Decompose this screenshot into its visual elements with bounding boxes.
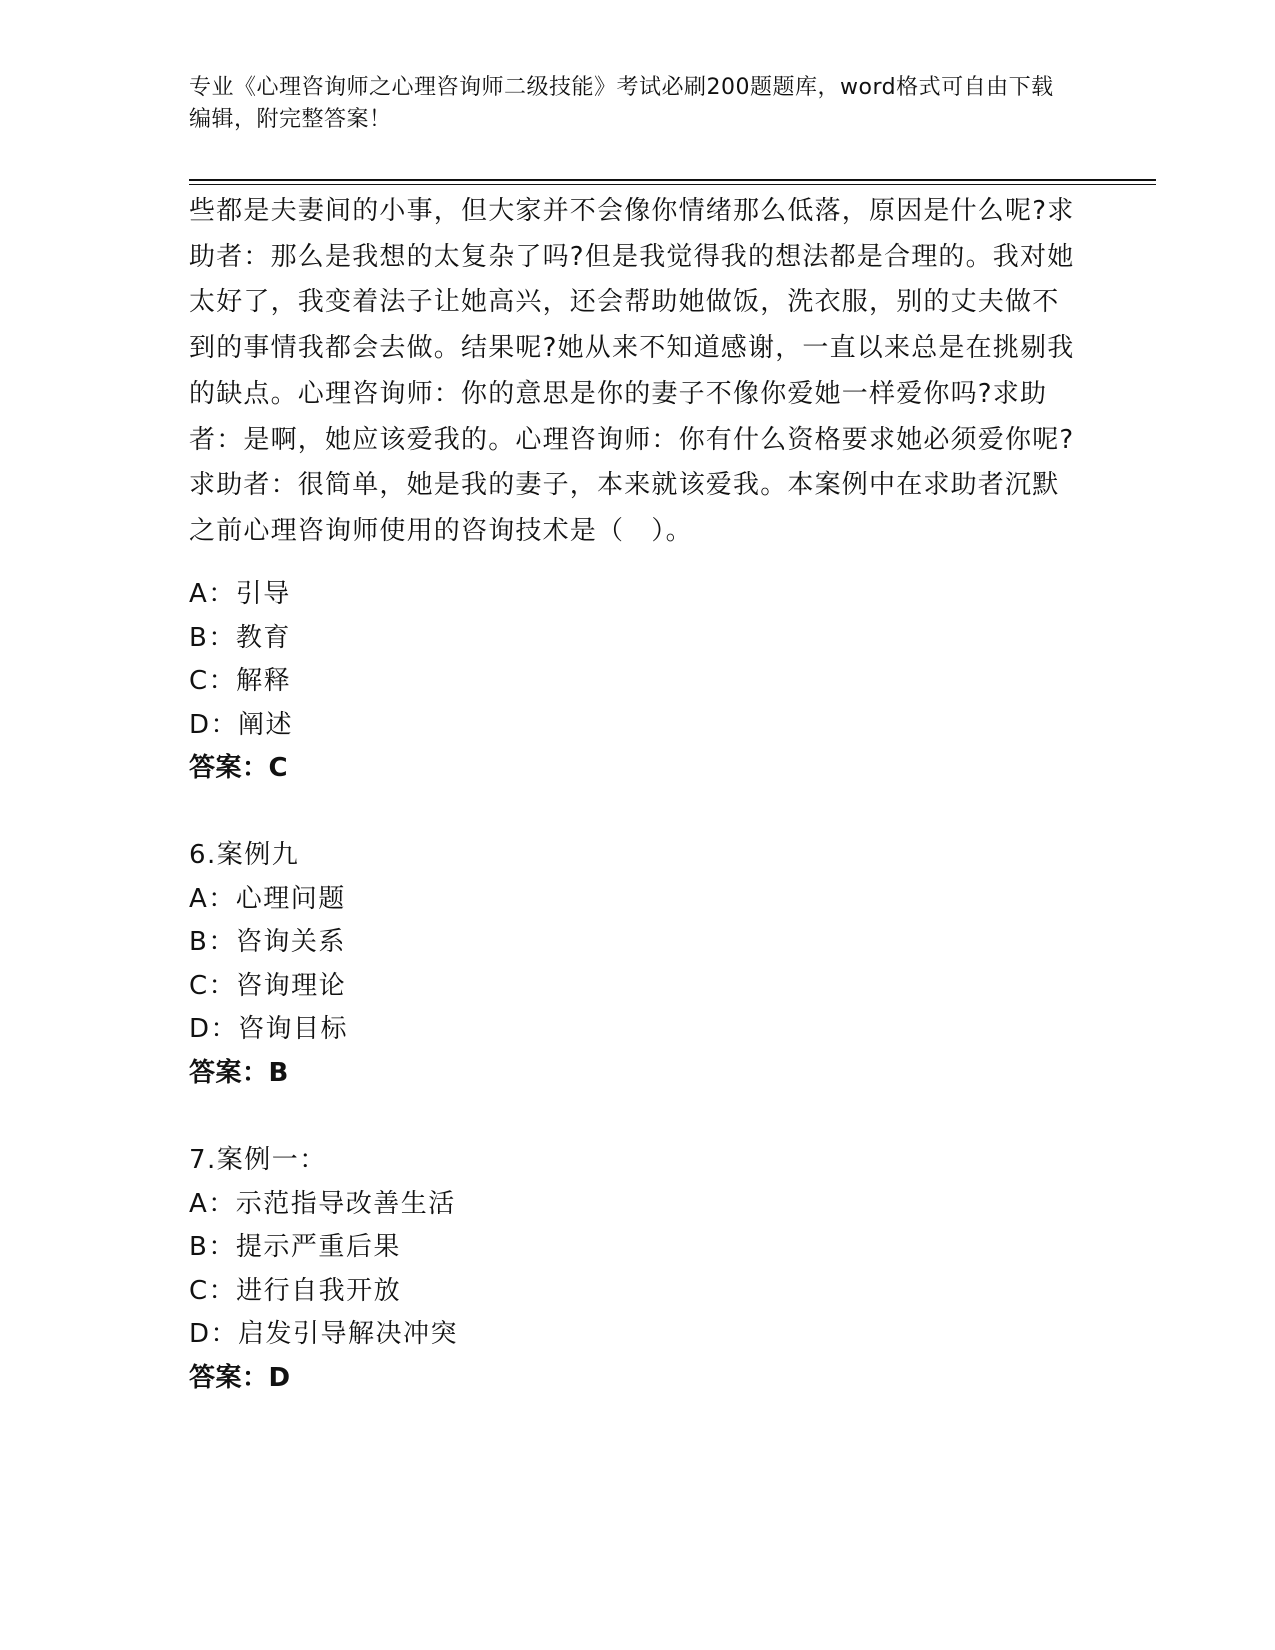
q5-answer: 答案：C — [189, 753, 289, 783]
q6-option-d: D：咨询目标 — [189, 1014, 349, 1044]
q5-option-a: A：引导 — [189, 579, 291, 609]
page-header: 专业《心理咨询师之心理咨询师二级技能》考试必刷200题题库，word格式可自由下载编辑，附完整答案！ — [189, 75, 1054, 132]
q7-answer: 答案：D — [189, 1363, 291, 1393]
q6-answer: 答案：B — [189, 1058, 289, 1088]
q7-option-d: D：启发引导解决冲突 — [189, 1319, 459, 1349]
q7-option-b: B：提示严重后果 — [189, 1232, 401, 1262]
question-6-title: 6.案例九 — [189, 840, 300, 870]
header-rule-thin — [189, 184, 1156, 185]
question-7-title: 7.案例一： — [189, 1145, 327, 1175]
q6-option-a: A：心理问题 — [189, 884, 346, 914]
header-rule-thick — [189, 179, 1156, 181]
q5-option-d: D：阐述 — [189, 710, 294, 740]
q5-option-c: C：解释 — [189, 666, 292, 696]
q7-option-a: A：示范指导改善生活 — [189, 1189, 456, 1219]
question-5-stem: 些都是夫妻间的小事，但大家并不会像你情绪那么低落，原因是什么呢?求助者：那么是我想的太复杂了吗?但是我觉得我的想法都是合理的。我对她太好了，我变着法子让她高兴，还会帮助她做饭，洗衣服，别的丈夫做不到的事情我都会去做。结果呢?她从来不知道感谢，一直以来总是在挑剔我的缺点。心理咨询师：你的意思是你的妻子不像你爱她一样爱你吗?求助者：是啊，她应该爱我的。心理咨询师：你有什么资格要求她必须爱你呢?求助者：很简单，她是我的妻子，本来就该爱我。本案例中在求助者沉默之前心理咨询师使用的咨询技术是（ ）。 — [189, 196, 1075, 546]
q6-option-c: C：咨询理论 — [189, 971, 347, 1001]
q6-option-b: B：咨询关系 — [189, 927, 346, 957]
q5-option-b: B：教育 — [189, 623, 291, 653]
q7-option-c: C：进行自我开放 — [189, 1276, 402, 1306]
